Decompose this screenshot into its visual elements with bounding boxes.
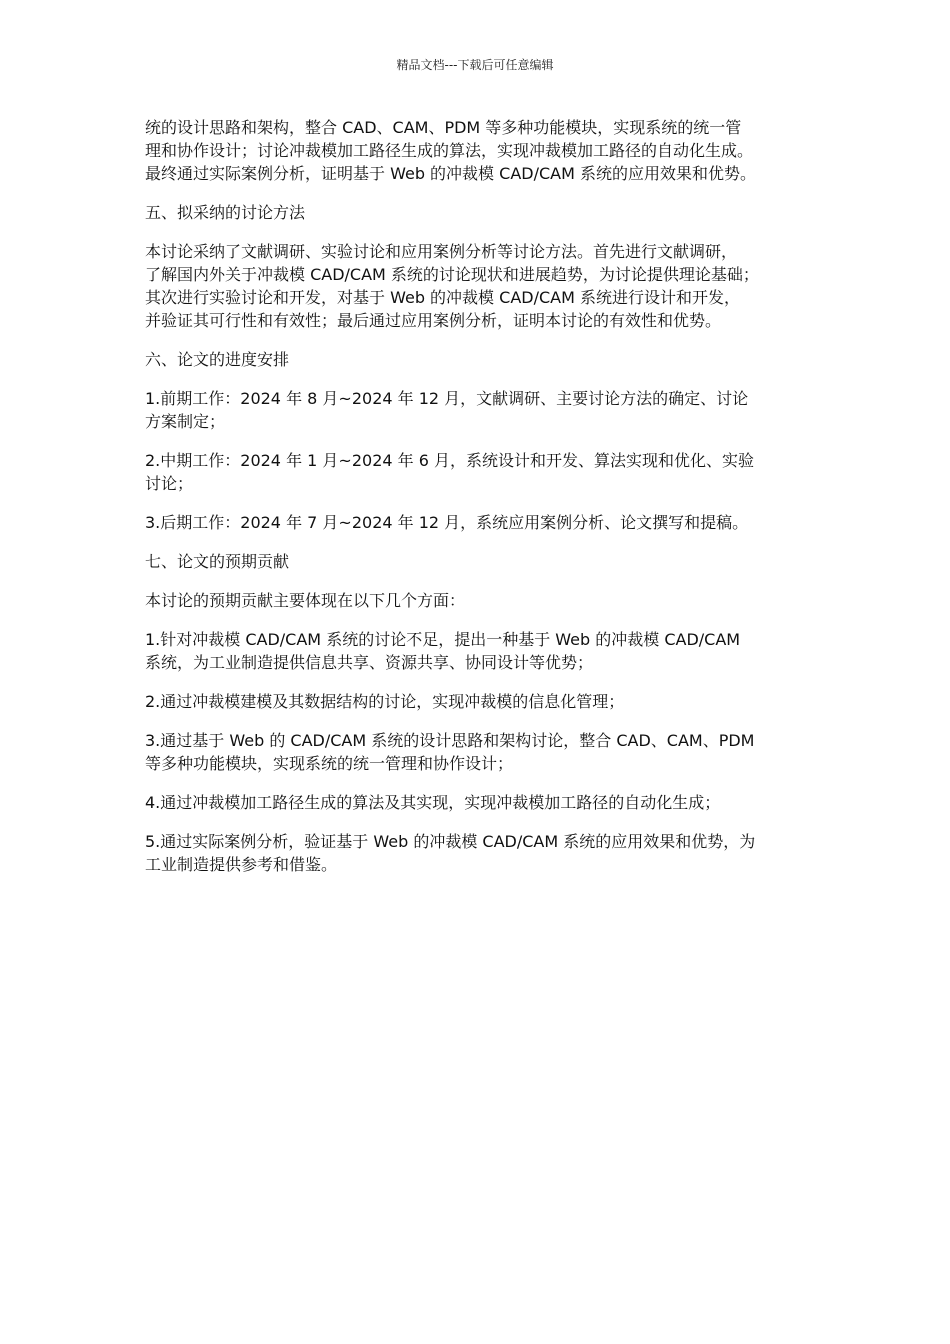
text-line: 讨论； bbox=[145, 474, 194, 493]
text-line: 2.通过冲裁模建模及其数据结构的讨论，实现冲裁模的信息化管理； bbox=[145, 692, 625, 711]
text-line: 七、论文的预期贡献 bbox=[145, 552, 290, 571]
text-line: 4.通过冲裁模加工路径生成的算法及其实现，实现冲裁模加工路径的自动化生成； bbox=[145, 793, 721, 812]
text-line: 最终通过实际案例分析，证明基于 Web 的冲裁模 CAD/CAM 系统的应用效果和优势。 bbox=[145, 164, 756, 183]
document-body bbox=[145, 116, 815, 892]
text-line: 本讨论采纳了文献调研、实验讨论和应用案例分析等讨论方法。首先进行文献调研， bbox=[145, 242, 738, 261]
paragraph bbox=[145, 449, 815, 495]
paragraph bbox=[145, 628, 815, 674]
text-line: 5.通过实际案例分析，验证基于 Web 的冲裁模 CAD/CAM 系统的应用效果和优势，为 bbox=[145, 832, 756, 851]
page-header: 精品文档---下载后可任意编辑 bbox=[396, 58, 554, 72]
text-line: 五、拟采纳的讨论方法 bbox=[145, 203, 306, 222]
paragraph bbox=[145, 729, 815, 775]
text-line: 2.中期工作：2024 年 1 月~2024 年 6 月，系统设计和开发、算法实现和优化、实验 bbox=[145, 451, 754, 470]
text-line: 方案制定； bbox=[145, 412, 226, 431]
text-line: 等多种功能模块，实现系统的统一管理和协作设计； bbox=[145, 754, 514, 773]
text-line: 1.针对冲裁模 CAD/CAM 系统的讨论不足，提出一种基于 Web 的冲裁模 CAD/CAM bbox=[145, 630, 741, 649]
paragraph bbox=[145, 830, 815, 876]
paragraph bbox=[145, 240, 815, 332]
text-line: 1.前期工作：2024 年 8 月~2024 年 12 月，文献调研、主要讨论方法的确定、讨论 bbox=[145, 389, 749, 408]
section-heading bbox=[145, 201, 815, 224]
section-heading bbox=[145, 348, 815, 371]
paragraph bbox=[145, 387, 815, 433]
text-line: 六、论文的进度安排 bbox=[145, 350, 290, 369]
text-line: 了解国内外关于冲裁模 CAD/CAM 系统的讨论现状和进展趋势，为讨论提供理论基础； bbox=[145, 265, 759, 284]
text-line: 本讨论的预期贡献主要体现在以下几个方面： bbox=[145, 591, 466, 610]
paragraph bbox=[145, 589, 815, 612]
text-line: 3.后期工作：2024 年 7 月~2024 年 12 月，系统应用案例分析、论文撰写和提稿。 bbox=[145, 513, 749, 532]
text-line: 理和协作设计；讨论冲裁模加工路径生成的算法，实现冲裁模加工路径的自动化生成。 bbox=[145, 141, 754, 160]
text-line: 工业制造提供参考和借鉴。 bbox=[145, 855, 338, 874]
paragraph bbox=[145, 116, 815, 185]
text-line: 3.通过基于 Web 的 CAD/CAM 系统的设计思路和架构讨论，整合 CAD、CAM、PDM bbox=[145, 731, 755, 750]
text-line: 其次进行实验讨论和开发，对基于 Web 的冲裁模 CAD/CAM 系统进行设计和开发， bbox=[145, 288, 740, 307]
section-heading bbox=[145, 550, 815, 573]
text-line: 系统，为工业制造提供信息共享、资源共享、协同设计等优势； bbox=[145, 653, 594, 672]
paragraph bbox=[145, 690, 815, 713]
text-line: 并验证其可行性和有效性；最后通过应用案例分析，证明本讨论的有效性和优势。 bbox=[145, 311, 722, 330]
paragraph bbox=[145, 791, 815, 814]
text-line: 统的设计思路和架构，整合 CAD、CAM、PDM 等多种功能模块，实现系统的统一管 bbox=[145, 118, 742, 137]
paragraph bbox=[145, 511, 815, 534]
